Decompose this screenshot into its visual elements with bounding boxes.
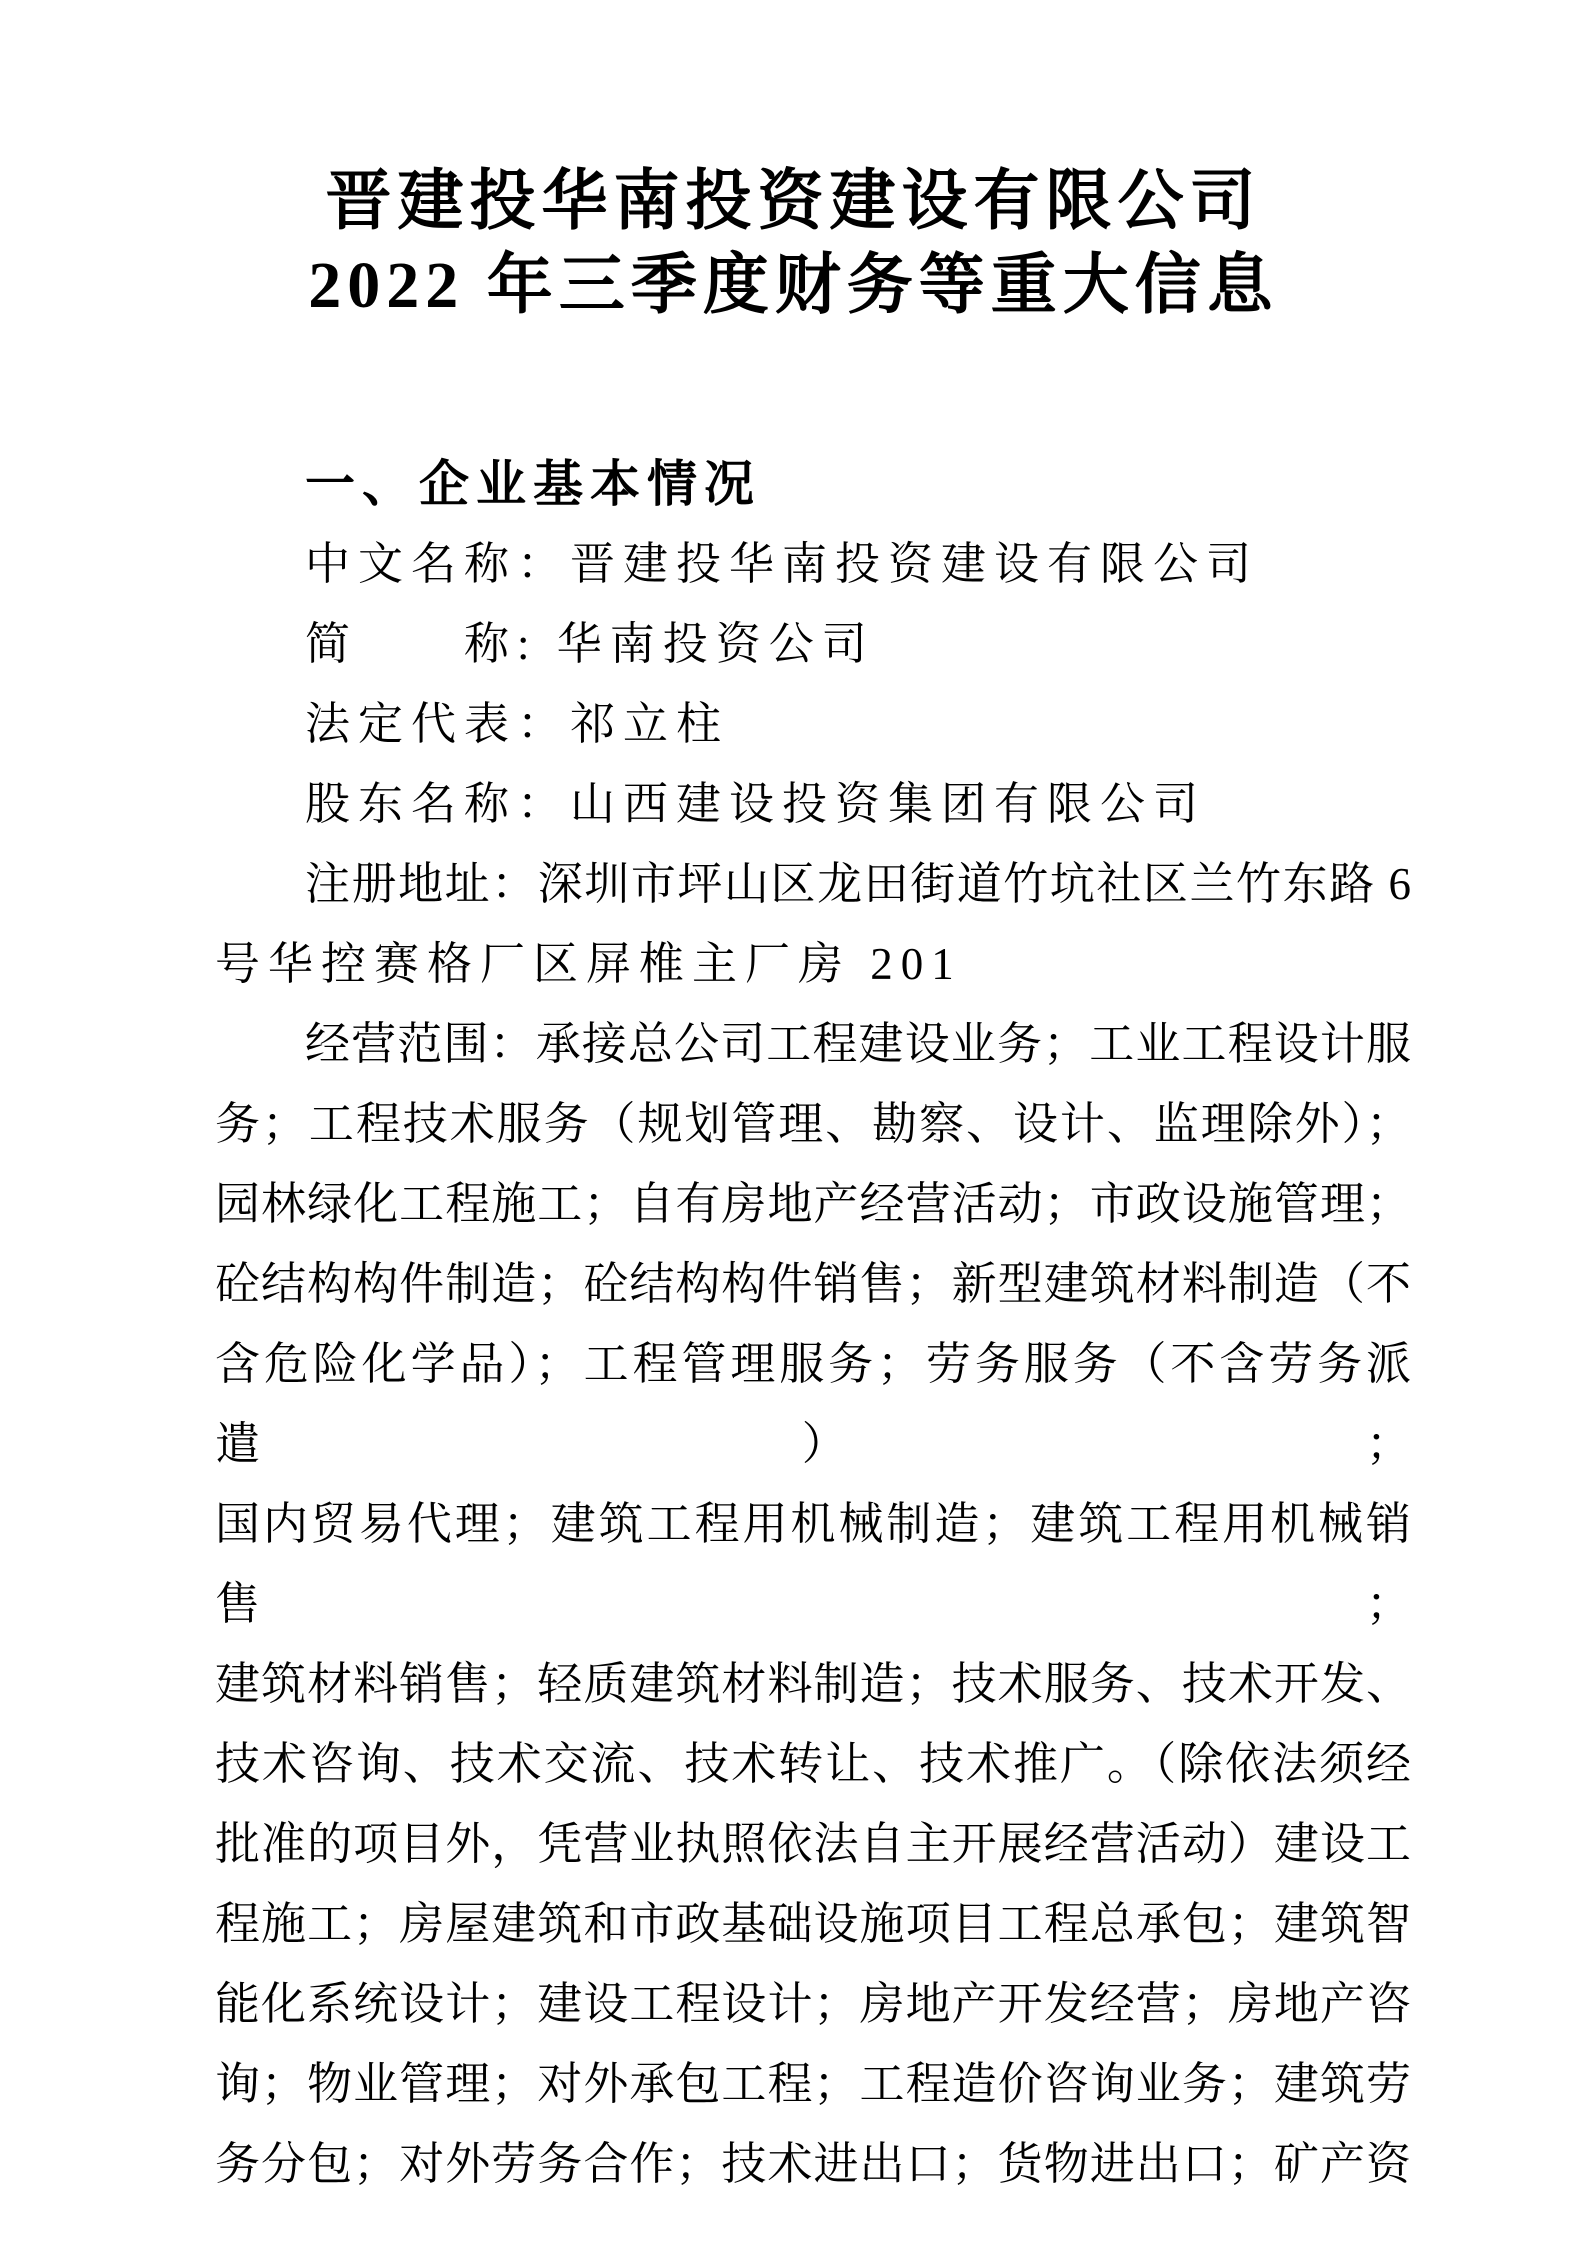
document-title xyxy=(0,160,1587,328)
text-line: 法定代表：祁立柱 xyxy=(305,699,730,749)
text-line: 技术咨询、技术交流、技术转让、技术推广。（除依法须经 xyxy=(215,1739,1412,1789)
text-line: 务；工程技术服务（规划管理、勘察、设计、监理除外）； xyxy=(215,1099,1412,1149)
text-line: 经营范围：承接总公司工程建设业务；工业工程设计服 xyxy=(305,1019,1412,1069)
text-line: 园林绿化工程施工；自有房地产经营活动；市政设施管理； xyxy=(215,1179,1412,1229)
text-line: 号华控赛格厂区屏椎主厂房 201 xyxy=(215,939,962,989)
text-line: 能化系统设计；建设工程设计；房地产开发经营；房地产咨 xyxy=(215,1979,1412,2029)
text-line: 国内贸易代理；建筑工程用机械制造；建筑工程用机械销售； xyxy=(215,1499,1412,1629)
text-line: 含危险化学品）；工程管理服务；劳务服务（不含劳务派遣）； xyxy=(215,1339,1412,1469)
text-line: 中文名称：晋建投华南投资建设有限公司 xyxy=(305,539,1260,589)
section-heading: 一、企业基本情况 xyxy=(305,456,761,512)
body-lines xyxy=(215,524,1412,2204)
text-line: 建筑材料销售；轻质建筑材料制造；技术服务、技术开发、 xyxy=(215,1659,1412,1709)
text-line: 简 称: 华南投资公司 xyxy=(305,619,875,669)
title-line-2: 2022 年三季度财务等重大信息 xyxy=(308,249,1279,322)
text-line: 批准的项目外，凭营业执照依法自主开展经营活动）建设工 xyxy=(215,1819,1412,1869)
text-line: 程施工；房屋建筑和市政基础设施项目工程总承包；建筑智 xyxy=(215,1899,1412,1949)
title-line-1: 晋建投华南投资建设有限公司 xyxy=(325,165,1262,238)
text-line: 注册地址：深圳市坪山区龙田街道竹坑社区兰竹东路 6 xyxy=(305,859,1412,909)
text-line: 务分包；对外劳务合作；技术进出口；货物进出口；矿产资 xyxy=(215,2139,1412,2189)
text-line: 砼结构构件制造；砼结构构件销售；新型建筑材料制造（不 xyxy=(215,1259,1412,1309)
text-line: 询；物业管理；对外承包工程；工程造价咨询业务；建筑劳 xyxy=(215,2059,1412,2109)
text-line: 股东名称：山西建设投资集团有限公司 xyxy=(305,779,1207,829)
